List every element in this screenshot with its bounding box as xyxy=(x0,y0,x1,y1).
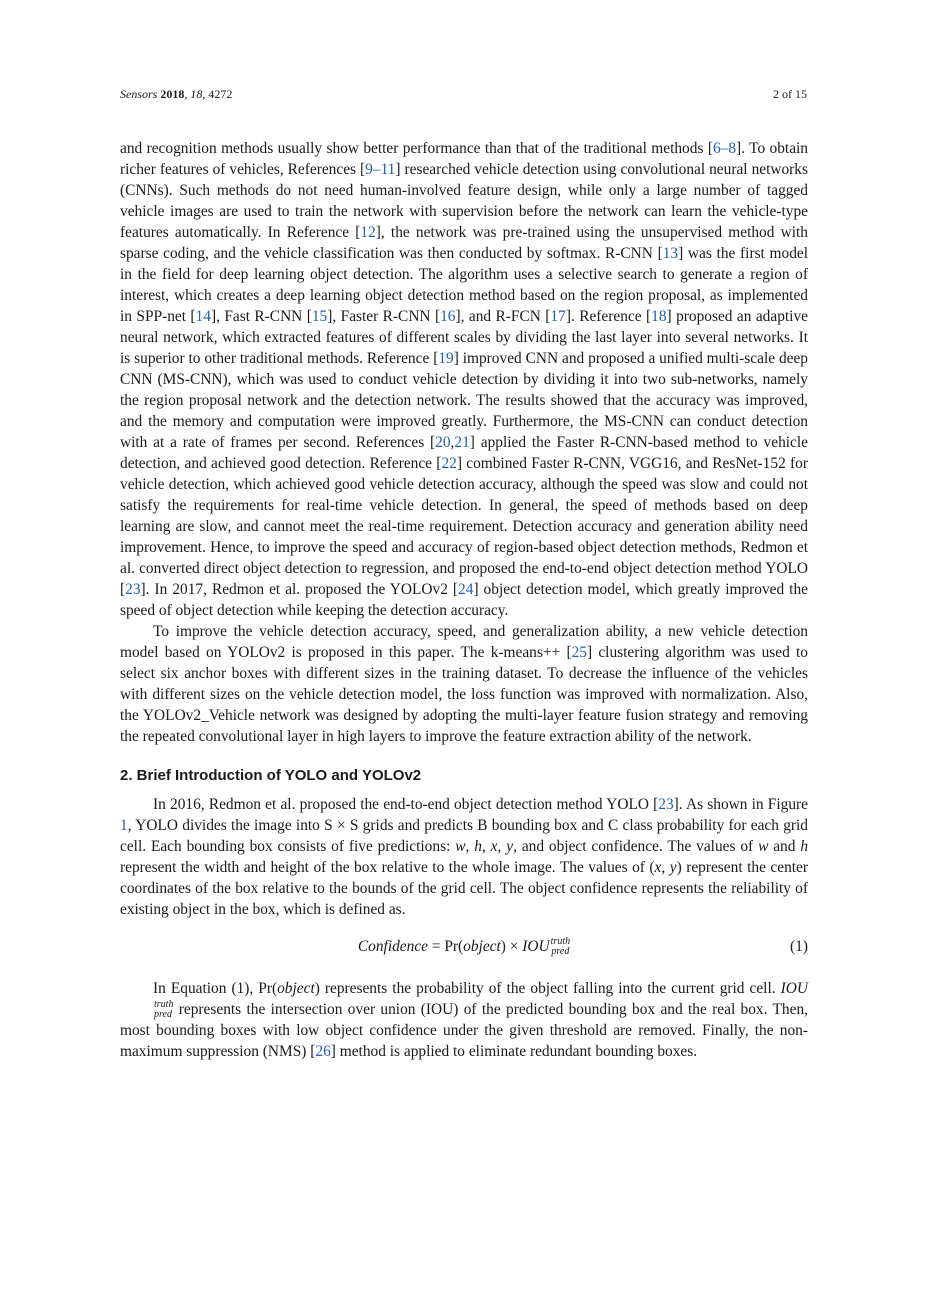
running-header-citation: Sensors 2018, 18, 4272 xyxy=(120,87,233,101)
citation-link[interactable]: 20 xyxy=(435,434,451,451)
citation-link[interactable]: 23 xyxy=(658,796,674,813)
section-heading: 2. Brief Introduction of YOLO and YOLOv2 xyxy=(120,767,422,784)
citation-link[interactable]: 15 xyxy=(311,308,328,325)
citation-link[interactable]: 6–8 xyxy=(712,140,737,157)
journal-volume: 18 xyxy=(190,87,203,101)
citation-link[interactable]: 26 xyxy=(315,1043,331,1061)
equation-number: (1) xyxy=(790,938,808,955)
paragraph-intro-continued: and recognition methods usually show better performance than that of the traditional methods [6–8]. To obtain richer features of vehicles, References [9–11] researched vehicle detection using convolutional neural networks (CNNs). Such methods do not need human-involved feature design, while only a large number of tagged vehicle images are used to train the network with supervision before the network can learn the vehicle-type features automatically. In Reference [12], the network was pre-trained using the unsupervised method with sparse coding, and the vehicle classification was then conducted by softmax. R-CNN [13] was the first model in the field for deep learning object detection. The algorithm uses a selective search to generate a region of interest, which creates a deep learning object detection method based on the region proposal, as implemented in SPP-net [14], Fast R-CNN [15], Faster R-CNN [16], and R-FCN [17]. Reference [18] proposed an adaptive neural network, which extracted features of different scales by dividing the last layer into several networks. It is superior to other traditional methods. Reference [19] improved CNN and proposed a unified multi-scale deep CNN (MS-CNN), which was used to conduct vehicle detection by dividing it into two sub-networks, namely the region proposal network and the detection network. The results showed that the accuracy was improved, and the memory and computation were improved greatly. Furthermore, the MS-CNN can conduct detection with at a rate of frames per second. References [20,21] applied the Faster R-CNN-based method to vehicle detection, and achieved good detection. Reference [22] combined Faster R-CNN, VGG16, and ResNet-152 for vehicle detection, which achieved good vehicle detection accuracy, although the speed was slow and could not satisfy the requirements for real-time vehicle detection. In general, the speed of methods based on deep learning are slow, and cannot meet the real-time requirement. Detection accuracy and generation ability need improvement. Hence, to improve the speed and accuracy of region-based object detection methods, Redmon et al. converted direct object detection to regression, and proposed the end-to-end object detection method YOLO [23]. In 2017, Redmon et al. proposed the YOLOv2 [24] object detection model, which greatly improved the speed of object detection while keeping the detection accuracy. xyxy=(120,140,809,619)
citation-link[interactable]: 17 xyxy=(550,308,566,325)
paragraph-confidence: In Equation (1), Pr(object) represents the probability of the object falling into the current grid cell. IOU truth pred represents the intersection over union (IOU) of the predicted bounding box and the real box. Then, most bounding boxes with low object confidence under the given threshold are removed. Finally, the non-maximum suppression (NMS) [26] method is applied to eliminate redundant bounding boxes. xyxy=(120,980,808,1061)
citation-link[interactable]: 16 xyxy=(440,308,456,325)
citation-link[interactable]: 11 xyxy=(380,161,396,178)
paragraph-proposal: To improve the vehicle detection accuracy, speed, and generalization ability, a new vehicle detection model based on YOLOv2 is proposed in this paper. The k-means++ [25] clustering algorithm was used to select six anchor boxes with different sizes in the training dataset. To decrease the influence of the vehicles with different sizes on the vehicle detection model, the loss function was improved with normalization. Also, the YOLOv2_Vehicle network was designed by adopting the multi-layer feature fusion strategy and removing the repeated convolutional layer in high layers to improve the feature extraction ability of the network. xyxy=(120,623,808,745)
citation-link[interactable]: 24 xyxy=(458,581,474,598)
journal-year: 2018 xyxy=(160,87,185,101)
citation-link[interactable]: 12 xyxy=(360,224,376,241)
article-number: 4272 xyxy=(208,87,233,101)
citation-link[interactable]: 22 xyxy=(441,455,457,472)
equation-expression: Confidence = Pr(object) × IOU truth pred xyxy=(357,936,571,958)
citation-link[interactable]: 21 xyxy=(454,434,470,451)
paragraph-yolo-intro: In 2016, Redmon et al. proposed the end-to-end object detection method YOLO [23]. As shown in Figure 1, YOLO divides the image into S × S grids and predicts B bounding box and C class probability for each grid cell. Each bounding box consists of five predictions: w, h, x, y, and object confidence. The values of w and h represent the width and height of the box relative to the whole image. The values of (x, y) represent the center coordinates of the box relative to the bounds of the grid cell. The object confidence represents the reliability of existing object in the box, which is defined as. xyxy=(120,796,809,918)
citation-link[interactable]: 13 xyxy=(662,245,679,262)
citation-link[interactable]: 25 xyxy=(571,644,587,661)
article-body xyxy=(120,138,808,1062)
citation-link[interactable]: 23 xyxy=(125,581,141,598)
page-number: 2 of 15 xyxy=(773,87,807,101)
figure-link[interactable]: 1 xyxy=(120,817,128,834)
citation-link[interactable]: 14 xyxy=(195,308,211,325)
citation-link[interactable]: 19 xyxy=(438,350,454,367)
journal-name: Sensors xyxy=(120,87,158,101)
citation-link[interactable]: 18 xyxy=(651,308,667,325)
equation-1 xyxy=(120,930,808,966)
citation-link[interactable]: 9 xyxy=(365,161,373,178)
